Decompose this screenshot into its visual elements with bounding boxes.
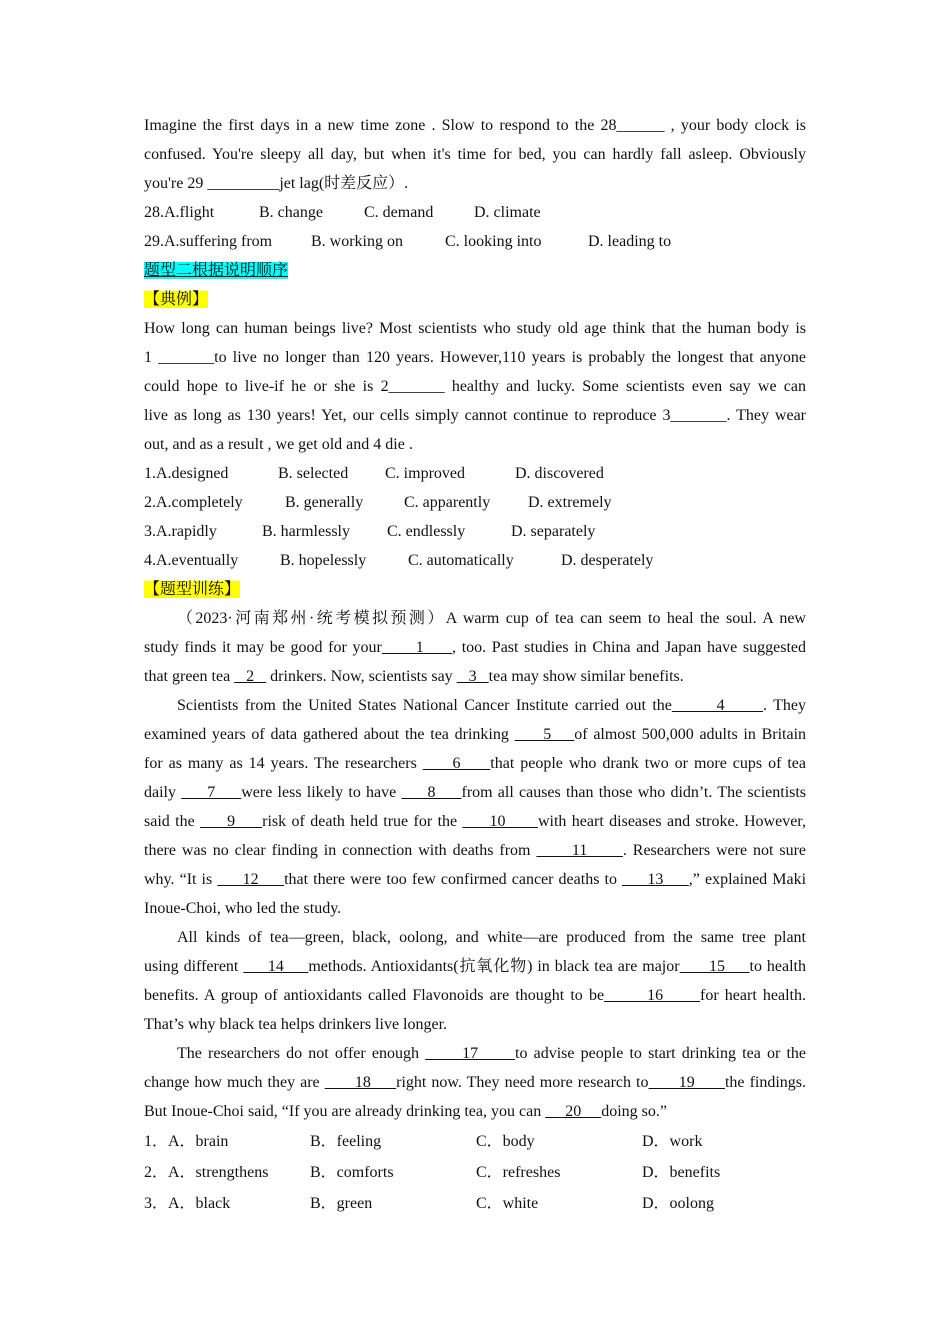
passage-line: [144, 807, 806, 836]
example-label: 【典例】: [144, 291, 209, 308]
text: the findings.: [724, 1074, 807, 1091]
text: to health: [749, 958, 806, 975]
option: C. demand: [364, 204, 434, 221]
choice: D．work: [642, 1133, 703, 1150]
section-heading: [144, 256, 806, 285]
blank-16: 16: [604, 987, 700, 1004]
text: right now. They need more research to: [396, 1074, 649, 1091]
option: D. climate: [474, 204, 541, 221]
text: from all causes than those who didn’t. The scientists: [461, 784, 807, 801]
choice-row-1: [144, 1126, 806, 1157]
passage-line: confused. You're sleepy all day, but when it's time for bed, you can hardly fall asleep. Obviously: [144, 146, 806, 163]
option: B. change: [259, 204, 323, 221]
passage-line: [144, 749, 806, 778]
passage-line: [144, 1068, 806, 1097]
option: B. selected: [278, 465, 349, 482]
choice-row-3: [144, 1188, 806, 1219]
text: But Inoue-Choi said, “If you are already drinking tea, you can: [144, 1103, 546, 1120]
text: tea may show similar benefits.: [488, 668, 684, 685]
text: Inoue-Choi, who led the study.: [144, 900, 342, 917]
text: , too. Past studies in China and Japan have suggested: [452, 639, 807, 656]
passage-line: [144, 604, 806, 633]
text: benefits. A group of antioxidants called Flavonoids are thought to be: [144, 987, 605, 1004]
options-row-4: [144, 546, 806, 575]
text: . Researchers were not sure: [622, 842, 807, 859]
text: that there were too few confirmed cancer deaths to: [284, 871, 623, 888]
text: daily: [144, 784, 182, 801]
passage-line: [144, 778, 806, 807]
option: 28.A.flight: [144, 204, 215, 221]
passage-line: [144, 836, 806, 865]
passage-line: [144, 894, 806, 923]
text: methods. Antioxidants(抗氧化物) in black tea are major: [308, 958, 680, 975]
text: that green tea: [144, 668, 235, 685]
text: doing so.”: [601, 1103, 667, 1120]
options-row-3: [144, 517, 806, 546]
passage-line: [144, 720, 806, 749]
blank-3: 3: [456, 668, 489, 685]
options-row-1: [144, 459, 806, 488]
option: D. desperately: [561, 552, 654, 569]
text: that people who drank two or more cups of tea: [490, 755, 806, 772]
choice: D．oolong: [642, 1195, 715, 1212]
blank-18: 18: [324, 1074, 397, 1091]
blank-11: 11: [536, 842, 623, 859]
choice: 2．A．strengthens: [144, 1164, 269, 1181]
choice-row-2: [144, 1157, 806, 1188]
text: said the: [144, 813, 201, 830]
text: for as many as 14 years. The researchers: [144, 755, 423, 772]
choice: B．comforts: [310, 1164, 394, 1181]
option: 3.A.rapidly: [144, 523, 217, 540]
passage-line: [144, 981, 806, 1010]
text: The researchers do not offer enough: [177, 1045, 426, 1062]
options-row-29: [144, 227, 806, 256]
passage-line: out, and as a result , we get old and 4 die .: [144, 436, 413, 453]
option: B. generally: [285, 494, 364, 511]
passage-line: live as long as 130 years! Yet, our cells simply cannot continue to reproduce 3_______. They wear: [144, 407, 806, 424]
option: 4.A.eventually: [144, 552, 239, 569]
text: with heart diseases and stroke. However,: [537, 813, 806, 830]
passage-line: [144, 1010, 806, 1039]
blank-9: 9: [200, 813, 263, 830]
text: （2023·河南郑州·统考模拟预测）A warm cup of tea can seem to heal the soul. A new: [177, 610, 806, 627]
passage-line: [144, 1097, 806, 1126]
blank-1: 1: [381, 639, 453, 656]
text: of almost 500,000 adults in Britain: [574, 726, 807, 743]
text: to advise people to start drinking tea or the: [515, 1045, 807, 1062]
text: there was no clear finding in connection with deaths from: [144, 842, 537, 859]
option: 29.A.suffering from: [144, 233, 273, 250]
document-page: [144, 111, 806, 1219]
blank-10: 10: [462, 813, 538, 830]
options-row-2: [144, 488, 806, 517]
text: drinkers. Now, scientists say: [266, 668, 457, 685]
option: 1.A.designed: [144, 465, 229, 482]
passage-line: [144, 1039, 806, 1068]
choice: C．refreshes: [476, 1164, 561, 1181]
text: ,” explained Maki: [688, 871, 807, 888]
text: That’s why black tea helps drinkers live longer.: [144, 1016, 448, 1033]
option: D. discovered: [515, 465, 604, 482]
text: for heart health.: [699, 987, 807, 1004]
option: 2.A.completely: [144, 494, 243, 511]
option: C. endlessly: [387, 523, 466, 540]
option: C. automatically: [408, 552, 514, 569]
heading-type2: 题型二根据说明顺序: [144, 262, 289, 279]
choice: C．body: [476, 1133, 535, 1150]
option: D. separately: [511, 523, 596, 540]
text: examined years of data gathered about the tea drinking: [144, 726, 515, 743]
text: risk of death held true for the: [262, 813, 463, 830]
passage-line: [144, 662, 806, 691]
blank-2: 2: [234, 668, 267, 685]
text: change how much they are: [144, 1074, 325, 1091]
example-label-row: [144, 285, 806, 314]
training-label-row: [144, 575, 806, 604]
blank-19: 19: [648, 1074, 725, 1091]
text: Scientists from the United States National Cancer Institute carried out the: [177, 697, 672, 714]
choice: 1．A．brain: [144, 1133, 229, 1150]
blank-4: 4: [671, 697, 764, 714]
option: C. improved: [385, 465, 465, 482]
blank-12: 12: [217, 871, 285, 888]
blank-14: 14: [243, 958, 309, 975]
text: study finds it may be good for your: [144, 639, 382, 656]
text: . They: [763, 697, 807, 714]
passage-line: 1 _______to live no longer than 120 years. However,110 years is probably the longest that anyone: [144, 349, 806, 366]
passage-line: [144, 691, 806, 720]
passage-line: [144, 633, 806, 662]
passage-line: [144, 865, 806, 894]
blank-20: 20: [545, 1103, 602, 1120]
option: B. harmlessly: [262, 523, 350, 540]
option: C. apparently: [404, 494, 491, 511]
blank-17: 17: [425, 1045, 516, 1062]
choice: D．benefits: [642, 1164, 721, 1181]
option: B. hopelessly: [280, 552, 367, 569]
passage-line: [144, 923, 806, 952]
text: All kinds of tea—green, black, oolong, and white—are produced from the same tree plant: [177, 929, 806, 946]
choice: 3．A．black: [144, 1195, 231, 1212]
passage-line: How long can human beings live? Most scientists who study old age think that the human body is: [144, 320, 806, 337]
blank-5: 5: [514, 726, 575, 743]
passage-line: could hope to live-if he or she is 2_______ healthy and lucky. Some scientists even say we can: [144, 378, 806, 395]
blank-13: 13: [622, 871, 689, 888]
option: C. looking into: [445, 233, 542, 250]
options-row-28: [144, 198, 806, 227]
choice: C．white: [476, 1195, 539, 1212]
option: D. leading to: [588, 233, 672, 250]
blank-15: 15: [679, 958, 750, 975]
text: were less likely to have: [241, 784, 402, 801]
choice: B．feeling: [310, 1133, 382, 1150]
passage-line: [144, 952, 806, 981]
option: B. working on: [311, 233, 403, 250]
option: D. extremely: [528, 494, 612, 511]
passage-line: you're 29 _________jet lag(时差反应）.: [144, 175, 409, 192]
passage-line: Imagine the first days in a new time zone . Slow to respond to the 28______ , your body clock is: [144, 117, 806, 134]
blank-8: 8: [401, 784, 462, 801]
training-label: 【题型训练】: [144, 581, 241, 598]
text: using different: [144, 958, 244, 975]
blank-7: 7: [181, 784, 242, 801]
text: why. “It is: [144, 871, 218, 888]
choice: B．green: [310, 1195, 373, 1212]
blank-6: 6: [422, 755, 491, 772]
